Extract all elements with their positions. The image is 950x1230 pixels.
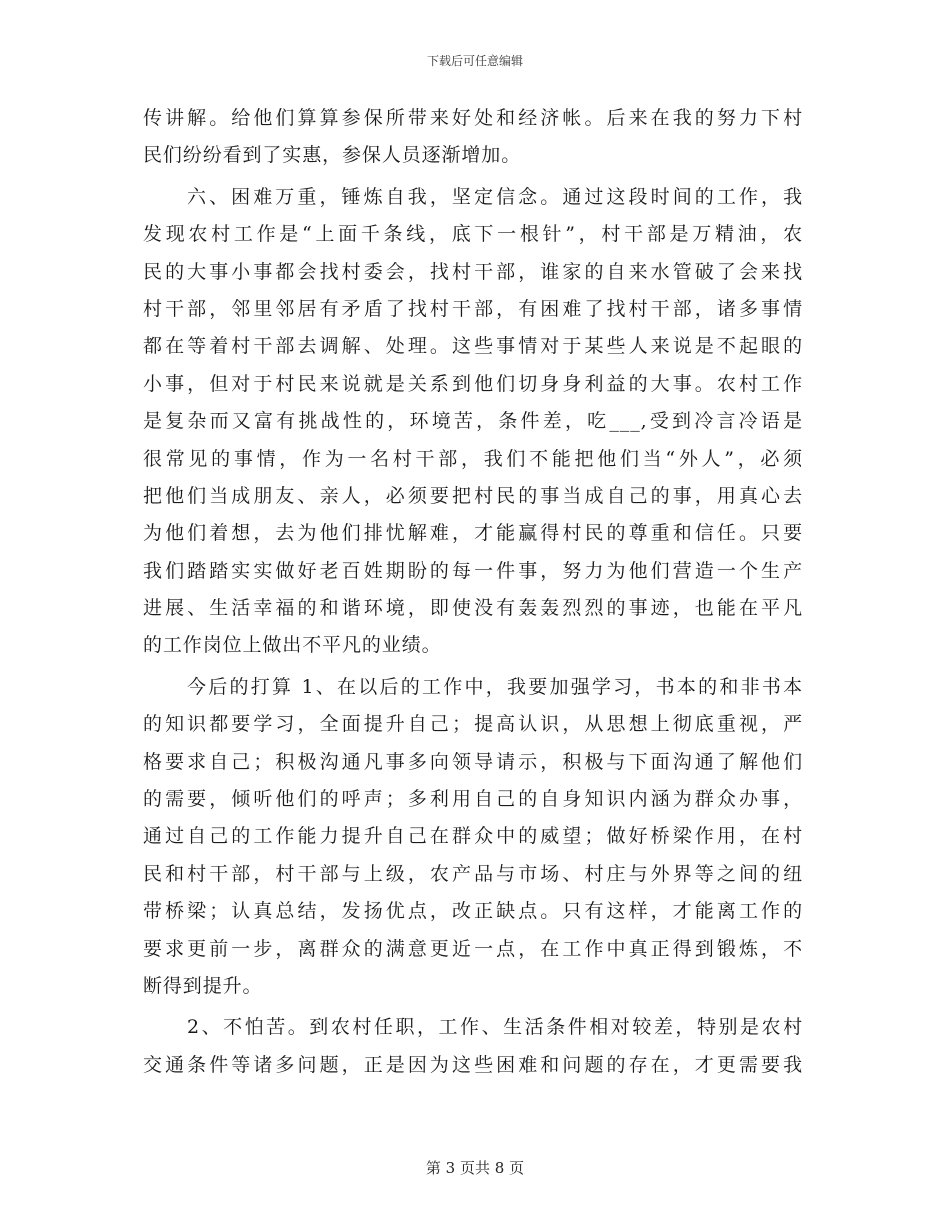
text-line: 发现农村工作是“上面千条线，底下一根针”，村干部是万精油，农 [143, 223, 803, 246]
text-line: 交通条件等诸多问题，正是因为这些困难和问题的存在，才更需要我 [143, 1053, 803, 1076]
page-header: 下载后可任意编辑 [426, 54, 523, 68]
text-line: 民和村干部，村干部与上级，农产品与市场、村庄与外界等之间的纽 [143, 862, 803, 885]
paragraph [143, 669, 803, 1006]
text-line: 要求更前一步，离群众的满意更近一点，在工作中真正得到锻炼，不 [143, 937, 803, 960]
document-body [143, 100, 803, 1084]
text-line: 把他们当成朋友、亲人，必须要把村民的事当成自己的事，用真心去 [143, 484, 803, 507]
text-line: 六、困难万重，锤炼自我，坚定信念。通过这段时间的工作，我 [187, 185, 803, 208]
text-line: 我们踏踏实实做好老百姓期盼的每一件事，努力为他们营造一个生产 [143, 559, 803, 582]
text-line: 民的大事小事都会找村委会，找村干部，谁家的自来水管破了会来找 [143, 260, 803, 283]
text-line: 带桥梁；认真总结，发扬优点，改正缺点。只有这样，才能离工作的 [143, 900, 803, 923]
text-line: 的知识都要学习，全面提升自己；提高认识，从思想上彻底重视，严 [143, 713, 803, 736]
paragraph [143, 1009, 803, 1084]
text-line: 进展、生活幸福的和谐环境，即使没有轰轰烈烈的事迹，也能在平凡 [143, 597, 803, 620]
text-line: 断得到提升。 [143, 974, 263, 997]
text-line: 是复杂而又富有挑战性的，环境苦，条件差，吃___,受到冷言冷语是 [143, 410, 803, 433]
text-line: 都在等着村干部去调解、处理。这些事情对于某些人来说是不起眼的 [143, 335, 803, 358]
text-line: 通过自己的工作能力提升自己在群众中的威望；做好桥梁作用，在村 [143, 825, 803, 848]
text-line: 民们纷纷看到了实惠，参保人员逐渐增加。 [143, 144, 522, 167]
text-line: 传讲解。给他们算算参保所带来好处和经济帐。后来在我的努力下村 [143, 107, 803, 129]
text-line: 今后的打算 1、在以后的工作中，我要加强学习，书本的和非书本 [187, 675, 803, 698]
text-line: 小事，但对于村民来说就是关系到他们切身身利益的大事。农村工作 [143, 372, 803, 395]
text-line: 的需要，倾听他们的呼声；多利用自己的自身知识内涵为群众办事， [143, 788, 803, 811]
text-line: 为他们着想，去为他们排忧解难，才能赢得村民的尊重和信任。只要 [143, 522, 803, 545]
text-line: 很常见的事情，作为一名村干部，我们不能把他们当“外人”，必须 [143, 447, 803, 470]
text-line: 2、不怕苦。到农村任职，工作、生活条件相对较差，特别是农村 [187, 1016, 803, 1039]
paragraph [143, 179, 803, 665]
text-line: 的工作岗位上做出不平凡的业绩。 [143, 634, 442, 657]
paragraph [143, 100, 803, 175]
page-number: 第 3 页共 8 页 [425, 1159, 525, 1177]
text-line: 格要求自己；积极沟通凡事多向领导请示，积极与下面沟通了解他们 [143, 750, 803, 773]
text-line: 村干部，邻里邻居有矛盾了找村干部，有困难了找村干部，诸多事情 [143, 297, 803, 320]
